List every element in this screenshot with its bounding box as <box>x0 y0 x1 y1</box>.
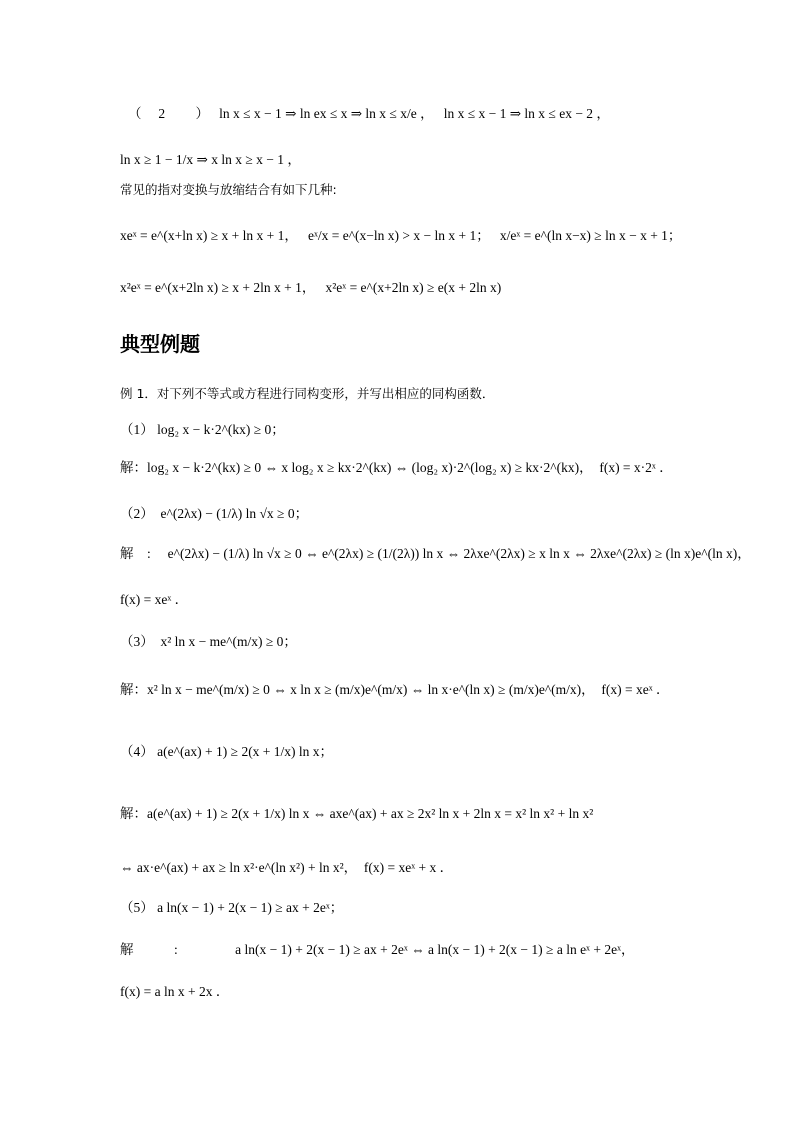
text-line-l3: 常见的指对变换与放缩结合有如下几种: <box>120 182 337 197</box>
text-line-l12: （3） x² ln x − me^(m/x) ≥ 0； <box>120 634 297 649</box>
text-line-l8: 解：log₂ x − k·2^(kx) ≥ 0 ⇔ x log₂ x ≥ kx·2^(kx) ⇔ (log₂ x)·2^(log₂ x) ≥ kx·2^(kx)， f(x) = x·2ˣ ． <box>120 460 673 475</box>
text-line-l11: f(x) = xeˣ ． <box>120 592 189 607</box>
text-line-l13: 解：x² ln x − me^(m/x) ≥ 0 ⇔ x ln x ≥ (m/x)e^(m/x) ⇔ ln x·e^(ln x) ≥ (m/x)e^(m/x)， f(x) = xeˣ ． <box>120 682 670 697</box>
text-line-l2: ln x ≥ 1 − 1/x ⇒ x ln x ≥ x − 1 ， <box>120 152 301 167</box>
text-line-l18: 解 : a ln(x − 1) + 2(x − 1) ≥ ax + 2eˣ ⇔ a ln(x − 1) + 2(x − 1) ≥ a ln eˣ + 2eˣ， <box>120 942 635 957</box>
text-line-l16: ⇔ ax·e^(ax) + ax ≥ ln x²·e^(ln x²) + ln x²， f(x) = xeˣ + x ． <box>120 860 454 875</box>
text-line-l15: 解：a(e^(ax) + 1) ≥ 2(x + 1/x) ln x ⇔ axe^(ax) + ax ≥ 2x² ln x + 2ln x = x² ln x² + ln x² <box>120 806 594 821</box>
text-line-l6: 例 1．对下列不等式或方程进行同构变形，并写出相应的同构函数． <box>120 386 495 401</box>
text-line-l19: f(x) = a ln x + 2x ． <box>120 984 230 999</box>
text-line-l14: （4） a(e^(ax) + 1) ≥ 2(x + 1/x) ln x； <box>120 744 334 759</box>
text-line-l4: xeˣ = e^(x+ln x) ≥ x + ln x + 1， eˣ/x = e^(x−ln x) > x − ln x + 1； x/eˣ = e^(ln x−x) ≥ ln x − x + 1； <box>120 228 682 243</box>
text-line-l10: 解 : e^(2λx) − (1/λ) ln √x ≥ 0 ⇔ e^(2λx) ≥ (1/(2λ)) ln x ⇔ 2λxe^(2λx) ≥ x ln x ⇔ 2λxe^(2λx) ≥ (ln x)e^(ln x)， <box>120 546 751 561</box>
text-line-l9: （2） e^(2λx) − (1/λ) ln √x ≥ 0； <box>120 506 309 521</box>
text-line-l17: （5） a ln(x − 1) + 2(x − 1) ≥ ax + 2eˣ； <box>120 900 344 915</box>
section-heading: 典型例题 <box>120 332 200 356</box>
text-line-l5: x²eˣ = e^(x+2ln x) ≥ x + 2ln x + 1， x²eˣ = e^(x+2ln x) ≥ e(x + 2ln x) <box>120 280 502 295</box>
text-line-l7: （1） log₂ x − k·2^(kx) ≥ 0； <box>120 422 285 437</box>
text-line-l1: （ 2 ） ln x ≤ x − 1 ⇒ ln ex ≤ x ⇒ ln x ≤ x/e ， ln x ≤ x − 1 ⇒ ln x ≤ ex − 2 ， <box>128 106 610 121</box>
